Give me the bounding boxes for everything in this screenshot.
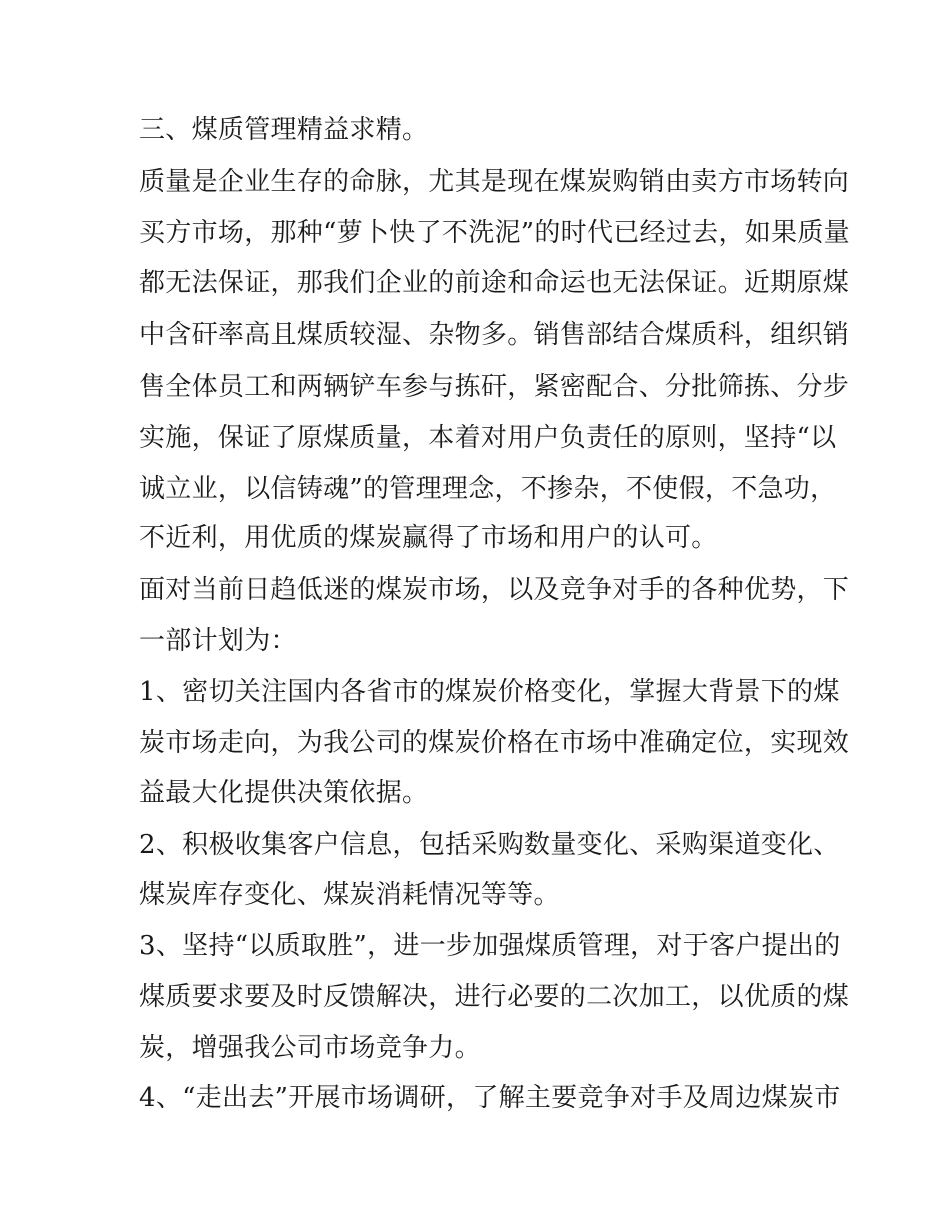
section-heading: 三、煤质管理精益求精。 xyxy=(139,115,429,145)
list-item-2-line: 煤炭库存变化、煤炭消耗情况等等。 xyxy=(139,880,560,910)
list-item-2-line: 2、积极收集客户信息，包括采购数量变化、采购渠道变化、 xyxy=(139,830,840,860)
list-item-4-line: 4、“走出去”开展市场调研，了解主要竞争对手及周边煤炭市 xyxy=(139,1083,841,1113)
paragraph-line: 售全体员工和两辆铲车参与拣矸，紧密配合、分批筛拣、分步 xyxy=(139,372,850,402)
paragraph-line: 不近利，用优质的煤炭赢得了市场和用户的认可。 xyxy=(139,523,718,553)
list-item-1-line: 益最大化提供决策依据。 xyxy=(139,778,429,808)
list-item-3-line: 煤质要求要及时反馈解决，进行必要的二次加工，以优质的煤 xyxy=(139,982,850,1012)
paragraph-line: 面对当前日趋低迷的煤炭市场，以及竞争对手的各种优势，下 xyxy=(139,575,850,605)
paragraph-line: 都无法保证，那我们企业的前途和命运也无法保证。近期原煤 xyxy=(139,268,850,298)
paragraph-line: 实施，保证了原煤质量，本着对用户负责任的原则，坚持“以 xyxy=(139,423,837,453)
list-item-1-line: 1、密切关注国内各省市的煤炭价格变化，掌握大背景下的煤 xyxy=(139,677,840,707)
paragraph-line: 诚立业，以信铸魂”的管理理念，不掺杂，不使假，不急功， xyxy=(139,474,837,504)
paragraph-line: 中含矸率高且煤质较湿、杂物多。销售部结合煤质科，组织销 xyxy=(139,320,850,350)
list-item-3-line: 炭，增强我公司市场竞争力。 xyxy=(139,1033,481,1063)
list-item-3-line: 3、坚持“以质取胜”，进一步加强煤质管理，对于客户提出的 xyxy=(139,931,841,961)
paragraph-line: 买方市场，那种“萝卜快了不洗泥”的时代已经过去，如果质量 xyxy=(139,218,850,248)
paragraph-line: 一部计划为： xyxy=(139,626,297,656)
list-item-1-line: 炭市场走向，为我公司的煤炭价格在市场中准确定位，实现效 xyxy=(139,728,850,758)
paragraph-line: 质量是企业生存的命脉，尤其是现在煤炭购销由卖方市场转向 xyxy=(139,167,850,197)
